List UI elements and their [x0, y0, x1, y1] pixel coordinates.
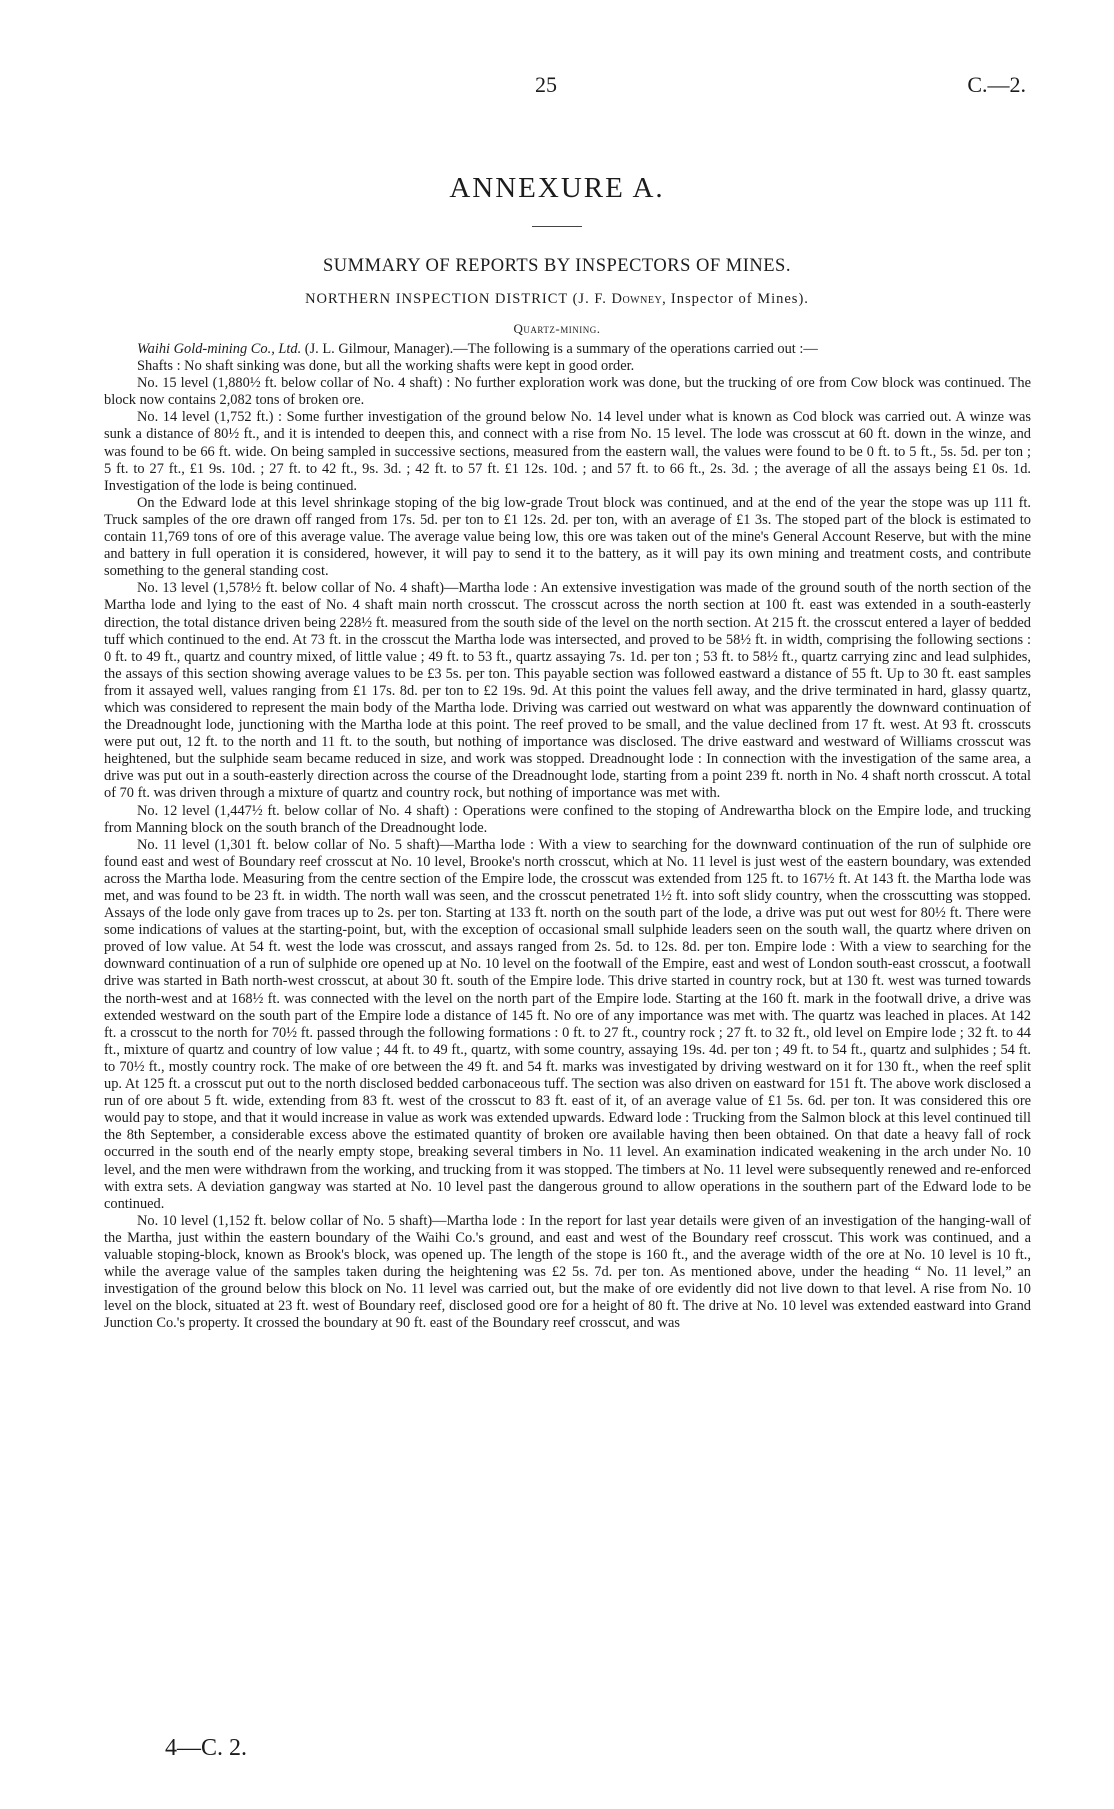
title-divider	[532, 226, 582, 227]
paragraph-shafts: Shafts : No shaft sinking was done, but all the working shafts were kept in good order.	[137, 358, 635, 375]
district-suffix: Inspector of Mines).	[670, 291, 809, 307]
paragraph-level-10: No. 10 level (1,152 ft. below collar of No. 5 shaft)—Martha lode : In the report for last year details were given of an investigation of the hanging-wall of the Martha, just within the eastern boundary of the Waihi Co.'s ground, and east and west of the Boundary reef crosscut. This work was continued, and a valuable stoping-block, known as Brook's block, was opened up. The length of the stope is 160 ft., and the average width of the ore at No. 10 level is 10 ft., while the average value of the samples taken during the heightening was £2 5s. 7d. per ton. As mentioned above, under the heading “ No. 11 level,” an investigation of the ground below this block on No. 11 level was carried out, but the make of ore evidently did not live down to that level. A rise from No. 10 level on the block, situated at 23 ft. west of Boundary reef, disclosed good ore for a height of 80 ft. The drive at No. 10 level was extended eastward into Grand Junction Co.'s property. It crossed the boundary at 90 ft. east of the Boundary reef crosscut, and was	[104, 1212, 1031, 1332]
district-heading	[0, 291, 1114, 308]
report-body	[104, 341, 1031, 1332]
report-subtitle: SUMMARY OF REPORTS BY INSPECTORS OF MINES.	[323, 256, 791, 276]
company-name: Waihi Gold-mining Co., Ltd.	[137, 341, 302, 357]
footer-signature: 4—C. 2.	[165, 1735, 248, 1761]
paragraph-level-13: No. 13 level (1,578½ ft. below collar of No. 4 shaft)—Martha lode : An extensive investigation was made of the ground south of the north section of the Martha lode and lying to the east of No. 4 shaft main north crosscut. The crosscut across the north section at 100 ft. east was extended in a south-easterly direction, the total distance driven being 228½ ft. measured from the south side of the level on the north section. At 215 ft. the crosscut entered a layer of bedded tuff which continued to the end. At 73 ft. in the crosscut the Martha lode was intersected, and proved to be 58½ ft. in width, comprising the following sections : 0 ft. to 49 ft., quartz and country mixed, of little value ; 49 ft. to 53 ft., quartz assaying 7s. 1d. per ton ; 53 ft. to 58½ ft., quartz carrying zinc and lead sulphides, the assays of this section showing average values to be £3 5s. per ton. This payable section was followed eastward a distance of 55 ft. Up to 30 ft. east samples from it assayed well, values ranging from £1 17s. 8d. per ton to £2 19s. 9d. At this point the values fell away, and the drive terminated in hard, glassy quartz, which was considered to represent the main body of the Martha lode. Driving was carried out westward on what was apparently the downward continuation of the Dreadnought lode, junctioning with the Martha lode at this point. The reef proved to be small, and the value declined from 17 ft. west. At 93 ft. crosscuts were put out, 12 ft. to the north and 11 ft. to the south, but nothing of importance was disclosed. The drive eastward and westward of Williams crosscut was heightened, but the sulphide seam became reduced in size, and work was stopped. Dreadnought lode : In connection with the investigation of the same area, a drive was put out in a south-easterly direction across the course of the Dreadnought lode, starting from a point 239 ft. north in No. 4 shaft north crosscut. A total of 70 ft. was driven through a mixture of quartz and country rock, but nothing of importance was met with.	[104, 580, 1031, 802]
intro-text: (J. L. Gilmour, Manager).—The following is a summary of the operations carried out :—	[301, 341, 818, 357]
page-number: 25	[535, 72, 557, 97]
inspector-name: Downey,	[611, 291, 667, 307]
paragraph-level-14: No. 14 level (1,752 ft.) : Some further investigation of the ground below No. 14 level under what is known as Cod block was carried out. A winze was sunk a distance of 80½ ft., and it is intended to deepen this, and connect with a rise from No. 15 level. The lode was crosscut at 60 ft. down in the winze, and was found to be 66 ft. wide. On being sampled in successive sections, measured from the eastern wall, the values were found to be 0 ft. to 5 ft., 5s. 5d. per ton ; 5 ft. to 27 ft., £1 9s. 10d. ; 27 ft. to 42 ft., 9s. 3d. ; 42 ft. to 57 ft. £1 12s. 10d. ; and 57 ft. to 66 ft., 2s. 3d. ; the average of all the assays being £1 0s. 1d. Investigation of the lode is being continued.	[104, 409, 1031, 494]
section-heading: Quartz-mining.	[513, 321, 601, 336]
document-reference: C.—2.	[967, 72, 1026, 97]
paragraph-level-15: No. 15 level (1,880½ ft. below collar of No. 4 shaft) : No further exploration work was done, but the trucking of ore from Cow block was continued. The block now contains 2,082 tons of broken ore.	[104, 375, 1031, 409]
paragraph-edward-lode: On the Edward lode at this level shrinkage stoping of the big low-grade Trout block was continued, and at the end of the year the stope was up 111 ft. Truck samples of the ore drawn off ranged from 17s. 5d. per ton to £1 12s. 2d. per ton, with an average of £1 3s. The stoped part of the block is estimated to contain 11,769 tons of ore of this average value. The average value being low, this ore was taken out of the mine's General Account Reserve, but with the mine and battery in full operation it is considered, however, it will pay to send it to the battery, as it will pay its own mining and treatment costs, and contribute something to the general standing cost.	[104, 494, 1031, 580]
paragraph-level-12: No. 12 level (1,447½ ft. below collar of No. 4 shaft) : Operations were confined to the stoping of Andrewartha block on the Empire lode, and trucking from Manning block on the south branch of the Dreadnought lode.	[104, 802, 1031, 836]
district-prefix: NORTHERN INSPECTION DISTRICT (J. F.	[305, 291, 607, 307]
annexure-title: ANNEXURE A.	[449, 172, 665, 204]
intro-paragraph	[104, 341, 1031, 358]
paragraph-level-11: No. 11 level (1,301 ft. below collar of No. 5 shaft)—Martha lode : With a view to searching for the downward continuation of the run of sulphide ore found east and west of Boundary reef crosscut at No. 10 level, Brooke's north crosscut, which at No. 11 level is just west of the eastern boundary, was extended across the Martha lode. Measuring from the centre section of the Empire lode, the crosscut was extended from 125 ft. to 167½ ft. At 143 ft. the Martha lode was met, and was found to be 23 ft. in width. The north wall was seen, and the crosscut penetrated 1½ ft. into soft slidy country, when the crosscutting was stopped. Assays of the lode only gave from traces up to 2s. per ton. Starting at 133 ft. north on the south part of the lode, a drive was put out west for 80½ ft. There were some indications of values at the starting-point, but, with the exception of occasional small sulphide leaders seen on the south wall, the quartz where driven on proved of low value. At 54 ft. west the lode was crosscut, and assays ranged from 2s. 5d. to 12s. 8d. per ton. Empire lode : With a view to searching for the downward continuation of a run of sulphide ore opened up at No. 10 level on the footwall of the Empire, east and west of London south-east crosscut, a footwall drive was started in Bath north-west crosscut, at about 30 ft. south of the Empire lode. This drive started in country rock, but at 130 ft. west was turned towards the north-west and at 168½ ft. was connected with the level on the north part of the Empire lode. Starting at the 160 ft. mark in the footwall drive, a drive was extended westward on the south part of the Empire lode a distance of 145 ft. No ore of any importance was met with. The quartz was leached in places. At 142 ft. a crosscut to the north for 70½ ft. passed through the following formations : 0 ft. to 27 ft., country rock ; 27 ft. to 32 ft., old level on Empire lode ; 32 ft. to 44 ft., mixture of quartz and country of low value ; 44 ft. to 49 ft., quartz, with some country, assaying 19s. 4d. per ton ; 49 ft. to 54 ft., quartz and sulphides ; 54 ft. to 70½ ft., mostly country rock. The make of ore between the 49 ft. and 54 ft. marks was investigated by driving westward on it for 130 ft., when the reef split up. At 125 ft. a crosscut put out to the north disclosed bedded carbonaceous tuff. The section was also driven on eastward for 151 ft. The above work disclosed a run of ore about 5 ft. wide, extending from 83 ft. west of the crosscut to 83 ft. east of it, of an average value of £1 5s. 6d. per ton. It was considered this ore would pay to stope, and that it would increase in value as work was extended upwards. Edward lode : Trucking from the Salmon block at this level continued till the 8th September, a considerable excess above the estimated quantity of broken ore available having then been obtained. On that date a heavy fall of rock occurred in the south end of the nearly empty stope, breaking several timbers in No. 11 level. An examination indicated weakening in the arch under No. 10 level, and the men were withdrawn from the working, and trucking from it was stopped. The timbers at No. 11 level were subsequently renewed and re-enforced with extra sets. A deviation gangway was started at No. 10 level past the dangerous ground to allow operations in the southern part of the Edward lode to be continued.	[104, 836, 1031, 1212]
